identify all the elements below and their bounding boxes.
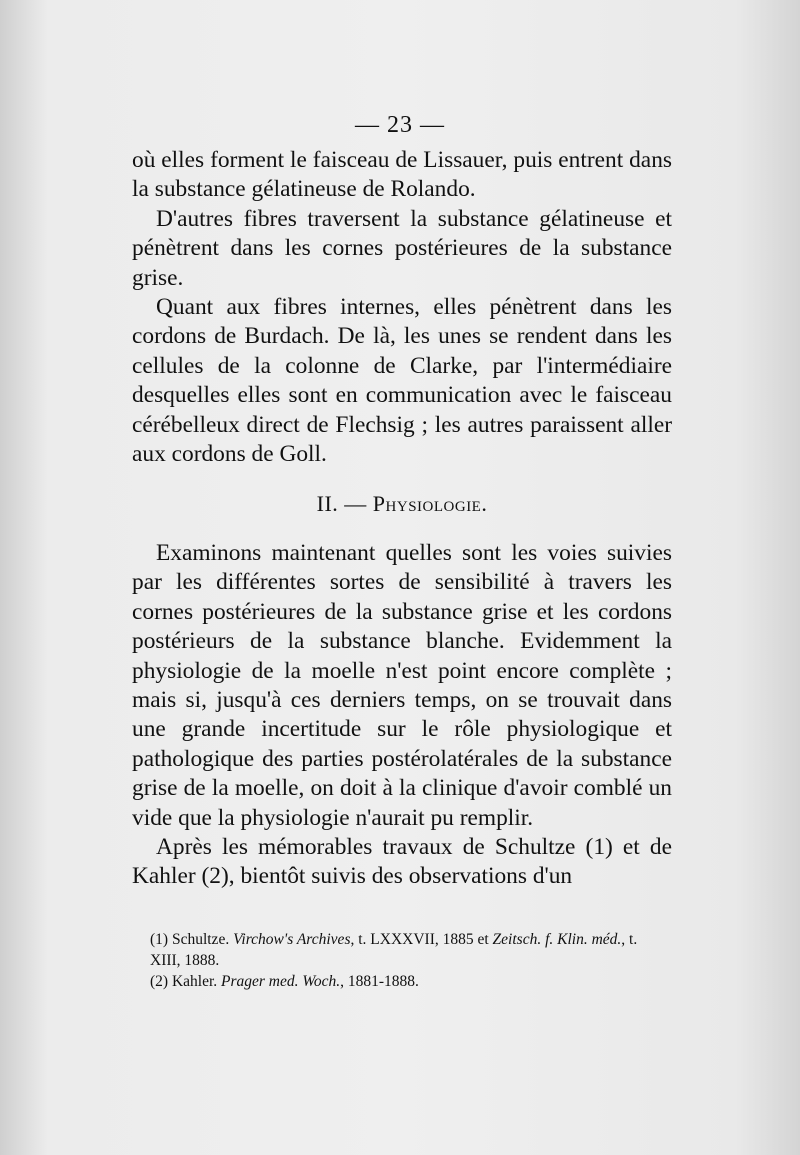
paragraph-3: Quant aux fibres internes, elles pénètrent dans les cordons de Burdach. De là, les unes se rendent dans les cellules de la colonne de Clarke, par l'intermédiaire desquelles elles sont en communication avec le faisceau cérébelleux direct de Flechsig ; les autres paraissent aller aux cordons de Goll. — [132, 294, 672, 468]
footnote-1 — [150, 929, 670, 971]
paragraph-4: Examinons maintenant quelles sont les voies suivies par les différentes sortes de sensibilité à travers les cornes postérieures de la substance grise et les cordons postérieurs de la substance blanche. Evidemment la physiologie de la moelle n'est point encore complète ; mais si, jusqu'à ces derniers temps, on se trouvait dans une grande incertitude sur le rôle physiologique et pathologique des parties postérolatérales de la substance grise de la moelle, on doit à la clinique d'avoir comblé un vide que la physiologie n'aurait pu remplir. — [132, 539, 672, 831]
footnote-1-title-2: Zeitsch. f. Klin. méd. — [492, 931, 622, 948]
footnote-1-tail: , t. XIII, 1888. — [150, 931, 638, 969]
paragraph-2: D'autres fibres traversent la substance gélatineuse et pénètrent dans les cornes postérieures de la substance grise. — [132, 205, 672, 291]
footnote-2-lead: (2) Kahler. — [150, 973, 222, 990]
footnote-1-mid: , t. LXXXVII, 1885 et — [350, 931, 493, 948]
paragraph-1: où elles forment le faisceau de Lissauer, puis entrent dans la substance gélatineuse de Rolando. — [132, 147, 672, 203]
paragraph-5: Après les mémorables travaux de Schultze (1) et de Kahler (2), bientôt suivis des observations d'un — [132, 833, 672, 890]
footnotes — [150, 929, 670, 992]
footnote-2 — [150, 971, 670, 992]
section-heading: II. — Physiologie. — [316, 491, 488, 517]
page-number: — 23 — — [355, 112, 445, 138]
footnote-2-title: Prager med. Woch. — [221, 973, 341, 990]
footnote-1-lead: (1) Schultze. — [150, 931, 234, 948]
footnote-1-title: Virchow's Archives — [233, 931, 351, 948]
footnote-2-tail: , 1881-1888. — [340, 973, 419, 990]
main-text — [132, 146, 672, 892]
